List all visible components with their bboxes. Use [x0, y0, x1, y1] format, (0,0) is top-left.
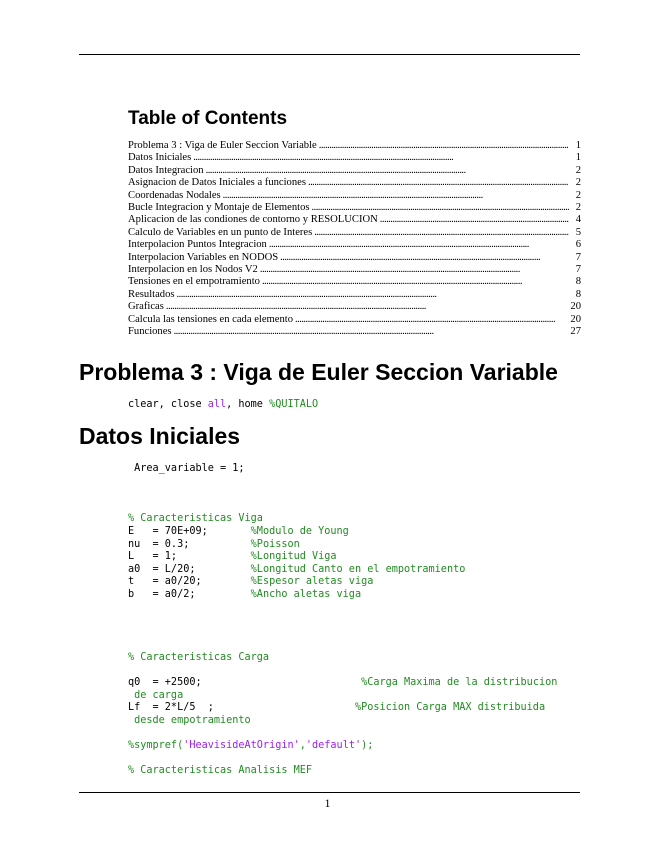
toc-entry-title: Graficas: [128, 301, 164, 313]
toc-leader-dots: [295, 314, 568, 326]
code-comment: %Longitud Canto en el empotramiento: [250, 563, 466, 575]
code-comment: desde empotramiento: [128, 714, 251, 726]
toc-entry[interactable]: [128, 165, 581, 177]
code-block: [128, 463, 557, 778]
toc-entry-page: 2: [575, 177, 581, 189]
toc-entry-page: 20: [570, 301, 581, 313]
toc-entry-title: Interpolacion Puntos Integracion: [128, 239, 267, 251]
toc-leader-dots: [193, 152, 569, 164]
code-line: b = a0/2;: [128, 588, 251, 600]
toc-entry[interactable]: [128, 152, 581, 164]
code-block: [128, 399, 318, 412]
toc-entry-page: 4: [575, 214, 581, 226]
code-line: t = a0/20;: [128, 576, 251, 588]
code-comment: ,: [299, 740, 306, 752]
toc-entry[interactable]: [128, 140, 581, 152]
section-heading: Problema 3 : Viga de Euler Seccion Variable: [79, 359, 558, 385]
page-number: 1: [324, 796, 331, 810]
toc-entry[interactable]: [128, 276, 581, 288]
toc-entry[interactable]: [128, 301, 581, 313]
code-line: Area_variable = 1;: [128, 463, 245, 474]
toc-entry-title: Bucle Integracion y Montaje de Elementos: [128, 202, 310, 214]
toc-entry-page: 2: [575, 189, 581, 201]
code-string: 'default': [305, 740, 362, 752]
code-comment: %Carga Maxima de la distribucion: [361, 677, 558, 689]
code-string: 'HeavisideAtOrigin': [183, 740, 300, 752]
code-comment: %Modulo de Young: [250, 525, 349, 537]
toc-entry[interactable]: [128, 239, 581, 251]
toc-leader-dots: [312, 202, 569, 214]
toc-entry-page: 27: [570, 326, 581, 338]
code-comment: %Ancho aletas viga: [250, 588, 362, 600]
toc-entry[interactable]: [128, 214, 581, 226]
toc-entry-page: 1: [575, 140, 581, 151]
toc-entry-title: Funciones: [128, 326, 172, 338]
code-line: nu = 0.3;: [128, 538, 251, 550]
toc-leader-dots: [269, 239, 569, 251]
code-text: clear, close: [128, 399, 208, 410]
code-comment: %QUITALO: [269, 399, 319, 410]
toc-entry[interactable]: [128, 289, 581, 301]
toc-entry-page: 7: [575, 264, 581, 276]
toc-entry-page: 2: [575, 202, 581, 214]
toc-entry-title: Problema 3 : Viga de Euler Seccion Variable: [128, 140, 317, 151]
code-comment: % Caracteristicas Analisis MEF: [128, 765, 313, 777]
toc-entry-title: Calculo de Variables en un punto de Interes: [128, 226, 313, 238]
code-comment: %sympref(: [128, 740, 184, 752]
toc-leader-dots: [223, 190, 569, 202]
toc-entry-title: Datos Iniciales: [128, 152, 192, 164]
toc-entry[interactable]: [128, 314, 581, 326]
toc-entry[interactable]: [128, 190, 581, 202]
footer-rule: [79, 792, 580, 793]
code-line: L = 1;: [128, 551, 251, 563]
toc-entry[interactable]: [128, 227, 581, 239]
toc-entry-page: 7: [575, 251, 581, 263]
code-line: a0 = L/20;: [128, 563, 251, 575]
toc-leader-dots: [177, 289, 570, 301]
toc-entry[interactable]: [128, 202, 581, 214]
toc-leader-dots: [262, 276, 569, 288]
code-comment: %Posicion Carga MAX distribuida: [354, 702, 546, 714]
code-line: q0 = +2500;: [128, 677, 362, 689]
toc-entry-page: 5: [575, 226, 581, 238]
toc-leader-dots: [319, 140, 569, 152]
code-comment: % Caracteristicas Carga: [128, 651, 270, 663]
toc-entry-title: Datos Integracion: [128, 164, 204, 176]
toc-entry-title: Aplicacion de las condiones de contorno y RESOLUCION: [128, 214, 378, 226]
toc-entry[interactable]: [128, 177, 581, 189]
toc-leader-dots: [280, 252, 569, 264]
code-comment: de carga: [128, 689, 184, 701]
header-rule: [79, 54, 580, 55]
toc-entry-page: 8: [575, 276, 581, 288]
toc-entry-page: 6: [575, 239, 581, 251]
toc-leader-dots: [314, 227, 569, 239]
toc-entry-page: 20: [570, 313, 581, 325]
toc-entry-title: Coordenadas Nodales: [128, 189, 221, 201]
code-comment: %Espesor aletas viga: [250, 576, 374, 588]
toc-entry[interactable]: [128, 326, 581, 338]
toc-entry-page: 8: [575, 288, 581, 300]
code-line: E = 70E+09;: [128, 525, 251, 537]
toc-entry[interactable]: [128, 252, 581, 264]
toc-leader-dots: [206, 165, 569, 177]
toc-leader-dots: [308, 177, 569, 189]
toc-entry-title: Calcula las tensiones en cada elemento: [128, 313, 294, 325]
code-line: Lf = 2*L/5 ;: [128, 702, 355, 714]
code-keyword: all: [207, 399, 227, 410]
toc-entry-title: Resultados: [128, 288, 175, 300]
toc-entry-page: 2: [575, 164, 581, 176]
toc-entry-page: 1: [575, 152, 581, 164]
toc-entry-title: Interpolacion en los Nodos V2: [128, 264, 258, 276]
toc-entry-title: Tensiones en el empotramiento: [128, 276, 260, 288]
section-heading: Datos Iniciales: [79, 423, 241, 449]
table-of-contents: [128, 140, 581, 339]
toc-leader-dots: [380, 214, 569, 226]
toc-entry-title: Asignacion de Datos Iniciales a funciones: [128, 177, 306, 189]
toc-entry-title: Interpolacion Variables en NODOS: [128, 251, 279, 263]
code-comment: %Poisson: [250, 538, 300, 550]
toc-leader-dots: [166, 301, 569, 313]
code-text: , home: [226, 399, 270, 410]
code-comment: %Longitud Viga: [250, 551, 337, 563]
toc-title: Table of Contents: [128, 108, 288, 129]
toc-entry[interactable]: [128, 264, 581, 276]
toc-leader-dots: [260, 264, 569, 276]
toc-leader-dots: [174, 326, 569, 338]
code-comment: );: [361, 740, 374, 752]
code-comment: % Caracteristicas Viga: [128, 513, 263, 525]
